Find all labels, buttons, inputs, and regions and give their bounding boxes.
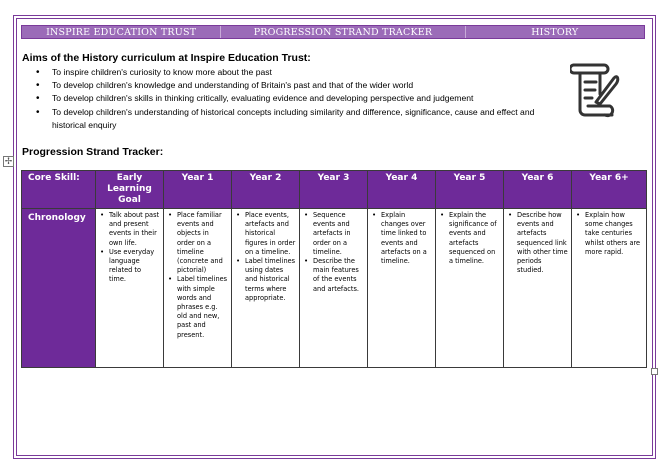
table-cell: [504, 209, 572, 368]
header-tracker: PROGRESSION STRAND TRACKER: [221, 26, 465, 38]
column-header: Year 5: [436, 171, 504, 209]
table-cell: [572, 209, 647, 368]
table-move-handle-icon[interactable]: ✢: [4, 156, 13, 166]
table-header-row: [22, 171, 647, 209]
table-cell: [164, 209, 232, 368]
cell-bullet: • Sequence events and artefacts in order on a timeline.: [303, 211, 364, 257]
cell-bullet: • Describe how events and artefacts sequenced link with other time periods studied.: [507, 211, 568, 275]
cell-bullet: • Explain the significance of events and artefacts sequenced on a timeline.: [439, 211, 500, 266]
column-header: Year 4: [368, 171, 436, 209]
cell-bullet: • Place familiar events and objects in order on a timeline (concrete and pictorial): [167, 211, 228, 275]
aims-item: • To develop children's understanding of historical concepts including similarity and difference, significance, cause and effect and historical enquiry: [36, 106, 546, 132]
cell-bullet: • Explain how some changes take centuries whilst others are more rapid.: [575, 211, 643, 257]
column-header: Year 3: [300, 171, 368, 209]
aims-title: Aims of the History curriculum at Inspire Education Trust:: [22, 52, 311, 64]
column-header: Year 6: [504, 171, 572, 209]
cell-bullet: • Label timelines using dates and historical terms where appropriate.: [235, 257, 296, 303]
column-header: Year 6+: [572, 171, 647, 209]
cell-bullet: • Talk about past and present events in their own life.: [99, 211, 160, 248]
table-cell: [96, 209, 164, 368]
aims-item: • To inspire children's curiosity to know more about the past: [36, 66, 546, 79]
cell-bullet: • Explain changes over time linked to events and artefacts on a timeline.: [371, 211, 432, 266]
tracker-title: Progression Strand Tracker:: [22, 146, 164, 158]
scroll-quill-icon: [570, 60, 620, 120]
table-cell: [300, 209, 368, 368]
table-cell: [232, 209, 300, 368]
header-org: INSPIRE EDUCATION TRUST: [22, 26, 221, 38]
header-bar: [21, 25, 645, 39]
cell-bullet: • Place events, artefacts and historical figures in order on a timeline.: [235, 211, 296, 257]
table-row: [22, 209, 647, 368]
aims-list: [36, 66, 546, 132]
aims-item: • To develop children's knowledge and understanding of Britain's past and that of the wider world: [36, 79, 546, 92]
progression-table: [21, 170, 647, 368]
column-header: Year 1: [164, 171, 232, 209]
aims-item: • To develop children's skills in thinking critically, evaluating evidence and developing perspective and judgement: [36, 92, 546, 105]
cell-bullet: • Label timelines with simple words and phrases e.g. old and new, past and present.: [167, 275, 228, 339]
table-cell: [368, 209, 436, 368]
cell-bullet: • Describe the main features of the events and artefacts.: [303, 257, 364, 294]
table-cell: [436, 209, 504, 368]
core-skill-cell: Chronology: [22, 209, 96, 368]
table-resize-handle[interactable]: [651, 368, 658, 375]
cell-bullet: • Use everyday language related to time.: [99, 248, 160, 285]
column-header: Early Learning Goal: [96, 171, 164, 209]
column-header: Year 2: [232, 171, 300, 209]
column-header: Core Skill:: [22, 171, 96, 209]
header-subject: HISTORY: [531, 27, 579, 38]
